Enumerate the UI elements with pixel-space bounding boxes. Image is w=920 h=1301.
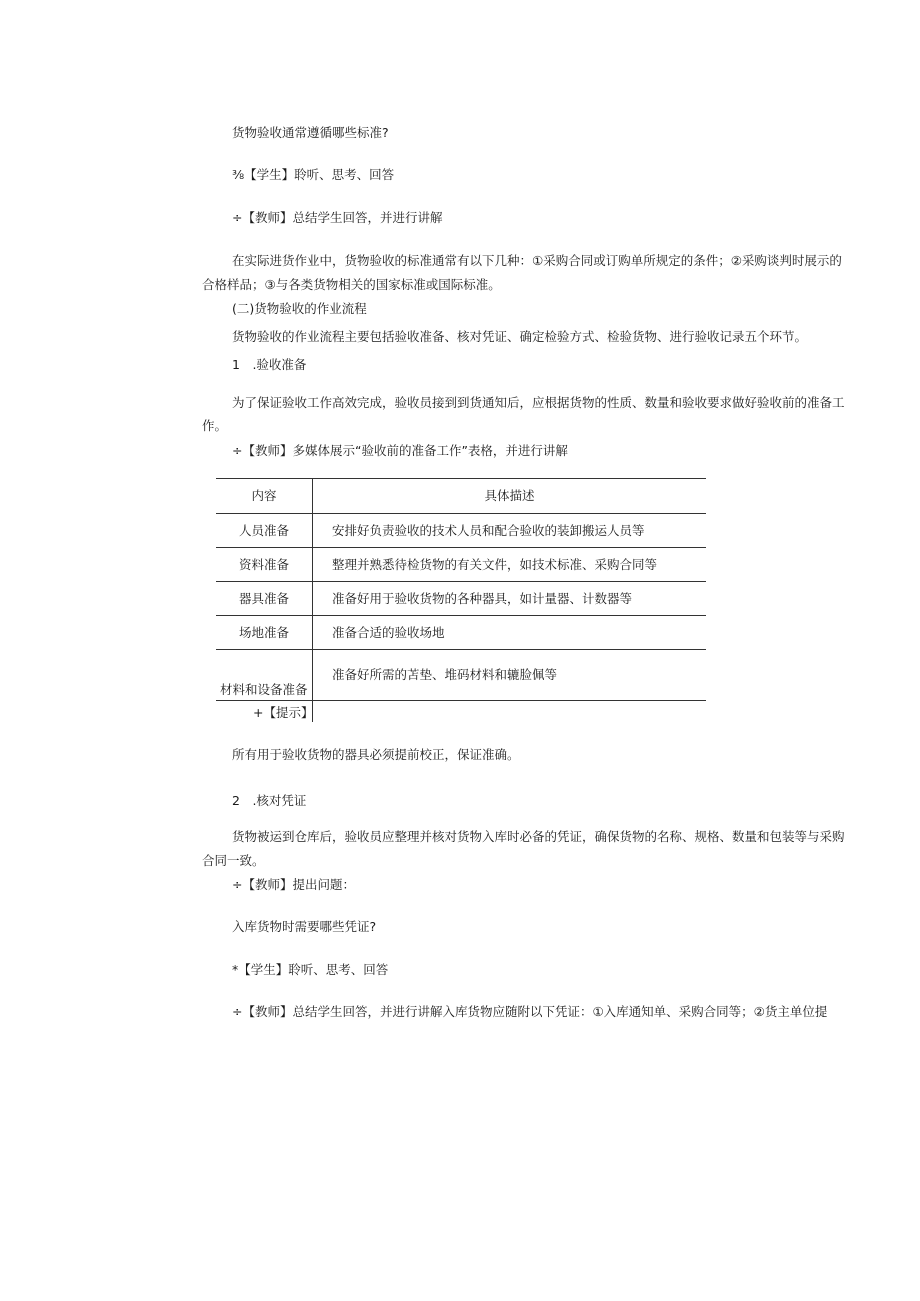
table-cell: 安排好负责验收的技术人员和配合验收的装卸搬运人员等 (332, 523, 645, 538)
paragraph-line: 为了保证验收工作高效完成，验收员接到到货通知后，应根据货物的性质、数量和验收要求做好验收前的准备工 (232, 395, 845, 410)
table-header-description: 具体描述 (484, 488, 535, 503)
table-cell: 准备好用于验收货物的各种器具，如计量器、计数器等 (332, 591, 633, 606)
teacher-line: ÷【教师】总结学生回答，并进行讲解入库货物应随附以下凭证：①入库通知单、采购合同等；②货主单位提 (232, 1004, 828, 1019)
table-rule (216, 478, 706, 479)
paragraph-line: 货物被运到仓库后，验收员应整理并核对货物入库时必备的凭证，确保货物的名称、规格、数量和包装等与采购 (232, 829, 845, 844)
table-cell: 材料和设备准备 (220, 682, 308, 697)
step-heading: 1 .验收准备 (232, 357, 307, 372)
paragraph-line: 合格样品；③与各类货物相关的国家标准或国际标准。 (202, 277, 501, 292)
student-line: ⅜【学生】聆听、思考、回答 (232, 167, 395, 182)
table-cell: 准备合适的验收场地 (332, 625, 445, 640)
table-rule (216, 615, 706, 616)
teacher-line: ÷【教师】提出问题： (232, 877, 355, 892)
tip-label: +【提示】 (253, 705, 314, 720)
section-heading: (二)货物验收的作业流程 (232, 301, 367, 316)
table-rule (216, 649, 706, 650)
step-heading: 2 .核对凭证 (232, 793, 307, 808)
table-header-content: 内容 (251, 488, 277, 503)
question-line: 入库货物时需要哪些凭证? (232, 919, 377, 934)
table-cell: 资料准备 (238, 557, 289, 572)
paragraph-line: 在实际进货作业中，货物验收的标准通常有以下几种：①采购合同或订购单所规定的条件；②采购谈判时展示的 (232, 253, 842, 268)
table-rule (216, 581, 706, 582)
table-cell: 人员准备 (238, 523, 289, 538)
table-cell: 场地准备 (238, 625, 289, 640)
table-rule (216, 513, 706, 514)
teacher-line: ÷【教师】总结学生回答，并进行讲解 (232, 210, 443, 225)
question-line: 货物验收通常遵循哪些标准? (232, 125, 389, 140)
paragraph-line: 作。 (202, 418, 228, 433)
paragraph-line: 货物验收的作业流程主要包括验收准备、核对凭证、确定检验方式、检验货物、进行验收记录五个环节。 (232, 329, 808, 344)
table-cell: 准备好所需的苫垫、堆码材料和辘脸佩等 (332, 667, 558, 682)
table-rule (216, 700, 706, 701)
tip-text: 所有用于验收货物的器具必须提前校正，保证准确。 (232, 747, 520, 762)
table-cell: 器具准备 (238, 591, 289, 606)
student-line: *【学生】聆听、思考、回答 (232, 962, 389, 977)
table-rule (216, 547, 706, 548)
teacher-line: ÷【教师】多媒体展示“验收前的准备工作”表格，并进行讲解 (232, 443, 568, 458)
table-divider (312, 478, 313, 722)
paragraph-line: 合同一致。 (202, 853, 265, 868)
table-cell: 整理并熟悉待检货物的有关文件，如技术标准、采购合同等 (332, 557, 658, 572)
